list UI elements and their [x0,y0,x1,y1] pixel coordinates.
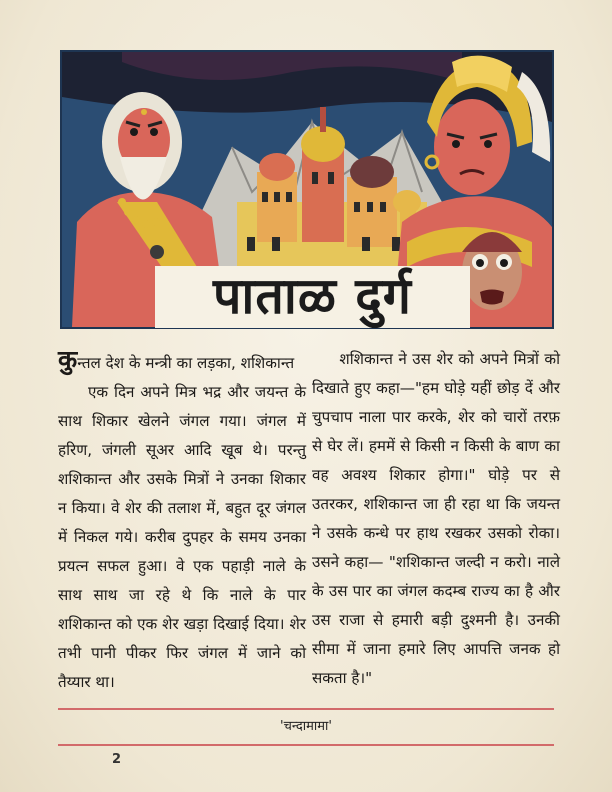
magazine-name: 'चन्दामामा' [280,719,332,734]
footer-rule-bottom [58,744,554,746]
page-number: 2 [112,752,122,767]
story-title: पाताळ दुर्ग [213,266,412,325]
footer-rule-top [58,708,554,710]
first-line [58,345,306,378]
first-line-text: न्तल देश के मन्त्री का लड़का, शशिकान्त [77,354,295,372]
skull-mask-icon [462,232,522,310]
left-column [58,345,311,697]
right-column [312,345,565,693]
title-panel [155,266,470,328]
right-paragraph: शशिकान्त ने उस शेर को अपने मित्रों को दिखाते हुए कहा—"हम घोड़े यहीं छोड़ दें और चुपचाप नाला पार करके, शेर को चारों तरफ़ से घेर लें। हममें से किसी न किसी के बाण का वह अवश्य शिकार होगा।" घोड़े पर से उतरकर, शशिकान्त जा ही रहा था कि जयन्त ने उसके कन्धे पर हाथ रखकर उसको रोका। उसने कहा— "शशिकान्त जल्दी न करो। नाले के उस पार का जंगल कदम्ब राज्य का है और उस राजा से हमारी बड़ी दुश्मनी है। उनकी सीमा में जाना हमारे लिए आपत्ति जनक हो सकता है।" [312,350,565,687]
left-paragraph: एक दिन अपने मित्र भद्र और जयन्त के साथ शिकार खेलने जंगल गया। जंगल में हरिण, जंगली सूअर आदि खूब थे। परन्तु शशिकान्त और उसके मित्रों ने उनका शिकार न किया। वे शेर की तलाश में, बहुत दूर जंगल में निकल गये। करीब दुपहर के समय उनका प्रयत्न सफल हुआ। वे एक पहाड़ी नाले के साथ साथ जा रहे थे कि नाले के पार शशिकान्त को एक शेर खड़ा दिखाई दिया। शेर तभी पानी पीकर फिर जंगल में जाने को तैय्यार था। [58,383,311,691]
drop-cap: कु [58,345,78,374]
